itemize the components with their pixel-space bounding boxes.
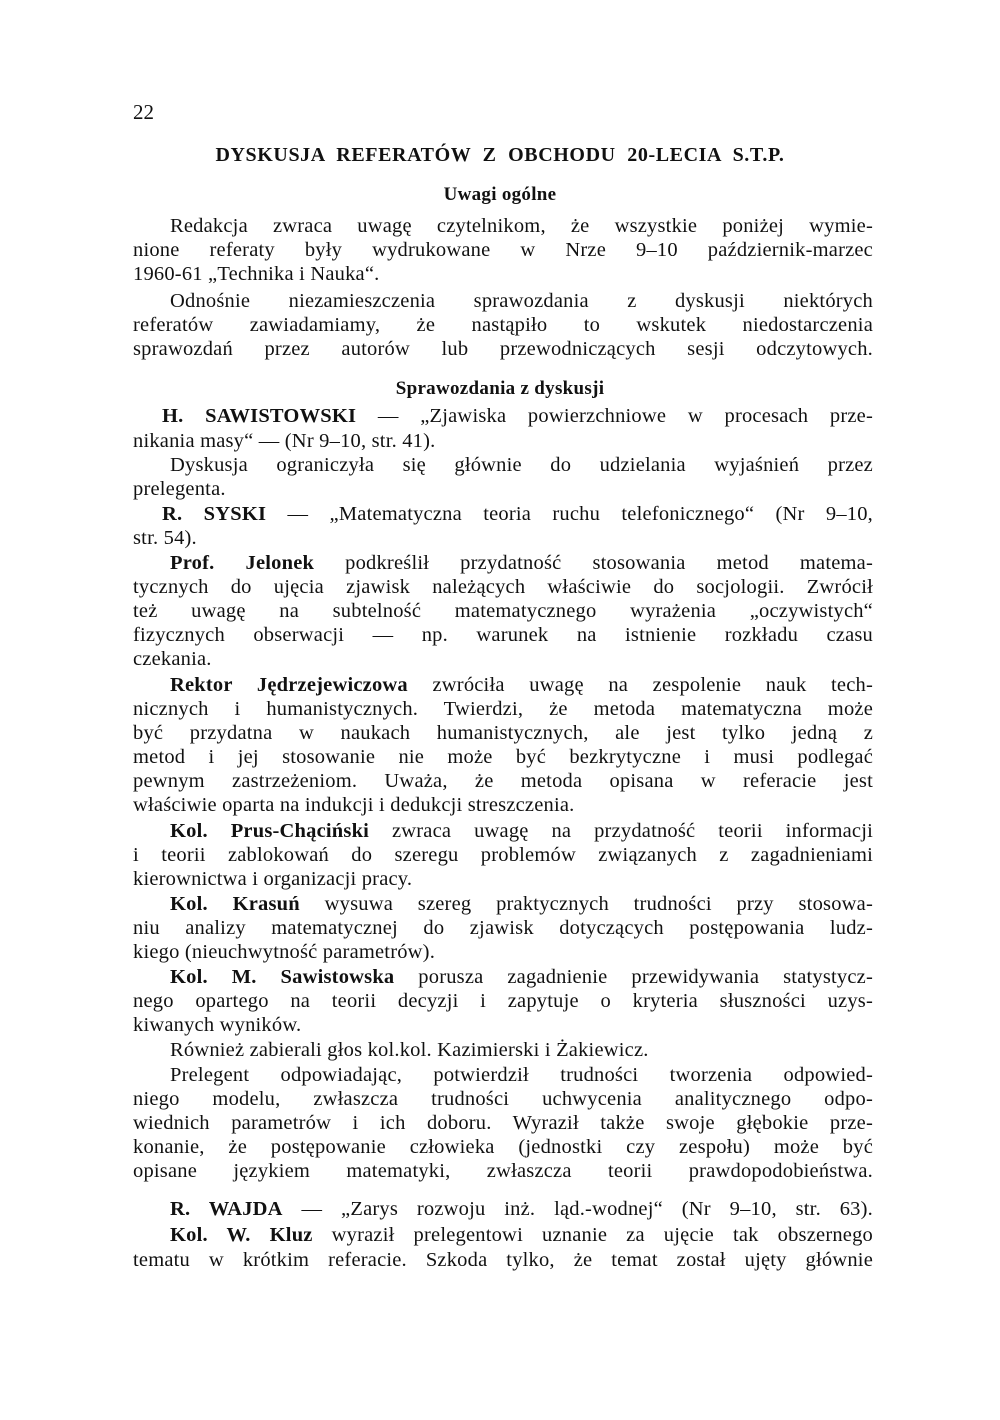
text-line: tematu w krótkim referacie. Szkoda tylko, że temat został ujęty głównie <box>133 1249 873 1271</box>
text-line: i teorii zablokowań do szeregu problemów związanych z zagadnieniami <box>133 844 873 866</box>
article-title: DYSKUSJA REFERATÓW Z OBCHODU 20-LECIA S.T.P. <box>215 144 785 166</box>
text-line: Również zabierali głos kol.kol. Kazimierski i Żakiewicz. <box>170 1039 649 1061</box>
text-line: kierownictwa i organizacji pracy. <box>133 868 413 890</box>
text-line: pewnym zastrzeżeniom. Uważa, że metoda opisana w referacie jest <box>133 770 873 792</box>
text-line: tycznych do ujęcia zjawisk należących właściwie do socjologii. Zwrócił <box>133 576 873 598</box>
text-line: Kol. Prus-Chąciński zwraca uwagę na przydatność teorii informacji <box>170 820 873 842</box>
text-line: Rektor Jędrzejewiczowa zwróciła uwagę na zespolenie nauk tech- <box>170 674 874 696</box>
text-line: 1960-61 „Technika i Nauka“. <box>133 263 380 285</box>
speaker-name: Kol. Prus-Chąciński <box>170 820 370 842</box>
text-line: nione referaty były wydrukowane w Nrze 9–10 październik-marzec <box>133 239 873 261</box>
text-line: też uwagę na subtelność matematycznego wyrażenia „oczywistych“ <box>133 600 873 622</box>
section-heading-reports: Sprawozdania z dyskusji <box>395 378 605 399</box>
text-line: niu analizy matematycznej do zjawisk dotyczących postępowania ludz- <box>133 917 873 939</box>
text-line: sprawozdań przez autorów lub przewodniczących sesji odczytowych. <box>133 338 873 360</box>
speaker-name: Kol. W. Kluz <box>170 1224 313 1246</box>
text-line: nikania masy“ — (Nr 9–10, str. 41). <box>133 430 436 452</box>
text-line: Redakcja zwraca uwagę czytelnikom, że wszystkie poniżej wymie- <box>170 215 873 237</box>
text-line: niego modelu, zwłaszcza trudności uchwycenia analitycznego odpo- <box>133 1088 873 1110</box>
text-line: Kol. M. Sawistowska porusza zagadnienie przewidywania statystycz- <box>170 966 873 988</box>
text-line: właściwie oparta na indukcji i dedukcji streszczenia. <box>133 794 575 816</box>
text-line: Prelegent odpowiadając, potwierdził trudności tworzenia odpowied- <box>170 1064 873 1086</box>
text-line: kiwanych wyników. <box>133 1014 302 1036</box>
text-line: nicznych i humanistycznych. Twierdzi, że metoda matematyczna może <box>133 698 873 720</box>
text-line: być przydatna w naukach humanistycznych, ale jest tylko jedną z <box>133 722 873 744</box>
page-number: 22 <box>133 100 154 124</box>
text-line: Dyskusja ograniczyła się głównie do udzielania wyjaśnień przez <box>170 454 873 476</box>
section-heading-general: Uwagi ogólne <box>443 184 557 205</box>
text-line: metod i jej stosowanie nie może być bezkrytyczne i musi podlegać <box>133 746 873 768</box>
speaker-name: Kol. M. Sawistowska <box>170 966 395 988</box>
report-heading: R. WAJDA — „Zarys rozwoju inż. ląd.-wodnej“ (Nr 9–10, str. 63). <box>170 1198 873 1220</box>
text-line: Odnośnie niezamieszczenia sprawozdania z dyskusji niektórych <box>170 290 873 312</box>
speaker-name: Prof. Jelonek <box>170 552 315 574</box>
text-line: wiednich parametrów i ich doboru. Wyraził także swoje głębokie prze- <box>133 1112 873 1134</box>
author-name: R. WAJDA <box>170 1198 283 1220</box>
text-line: czekania. <box>133 648 212 670</box>
text-line: prelegenta. <box>133 478 226 500</box>
text-line: kiego (nieuchwytność parametrów). <box>133 941 436 963</box>
author-name: H. SAWISTOWSKI <box>162 405 357 427</box>
speaker-name: Kol. Krasuń <box>170 893 300 915</box>
author-name: R. SYSKI <box>162 503 267 525</box>
text-line: fizycznych obserwacji — np. warunek na istnienie rozkładu czasu <box>133 624 873 646</box>
text-line: Prof. Jelonek podkreślił przydatność stosowania metod matema- <box>170 552 873 574</box>
text-line: str. 54). <box>133 527 197 549</box>
report-heading: R. SYSKI — „Matematyczna teoria ruchu telefonicznego“ (Nr 9–10, <box>162 503 873 525</box>
speaker-name: Rektor Jędrzejewiczowa <box>170 674 408 696</box>
text-line: konanie, że postępowanie człowieka (jednostki czy zespołu) może być <box>133 1136 873 1158</box>
report-heading: H. SAWISTOWSKI — „Zjawiska powierzchniowe w procesach prze- <box>162 405 873 427</box>
text-line: Kol. Krasuń wysuwa szereg praktycznych trudności przy stosowa- <box>170 893 873 915</box>
text-line: Kol. W. Kluz wyraził prelegentowi uznanie za ujęcie tak obszernego <box>170 1224 874 1246</box>
text-line: nego opartego na teorii decyzji i zapytuje o kryteria słuszności uzys- <box>133 990 873 1012</box>
text-line: opisane językiem matematyki, zwłaszcza teorii prawdopodobieństwa. <box>133 1160 873 1182</box>
text-line: referatów zawiadamiamy, że nastąpiło to wskutek niedostarczenia <box>133 314 873 336</box>
